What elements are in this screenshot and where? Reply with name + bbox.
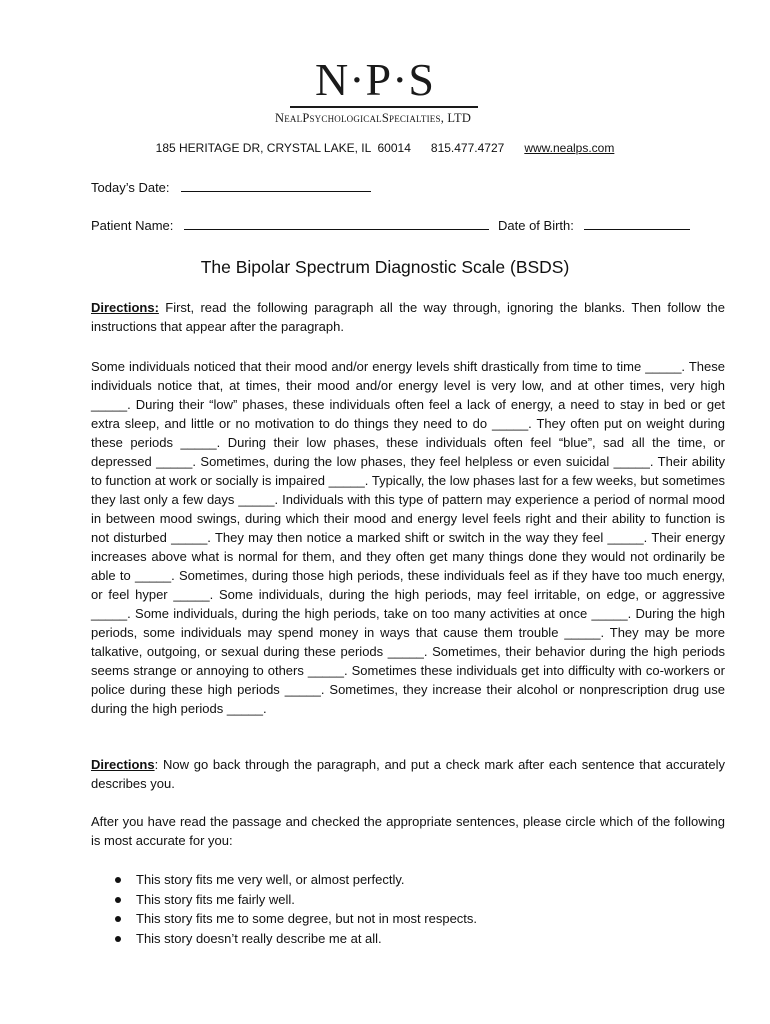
bullet-icon: [115, 936, 121, 942]
page-title: The Bipolar Spectrum Diagnostic Scale (BSDS): [200, 257, 570, 277]
patient-name-row: [91, 216, 489, 233]
option-text: This story fits me very well, or almost perfectly.: [136, 872, 405, 887]
date-of-birth-row: [498, 216, 690, 233]
street-address: 185 HERITAGE DR, CRYSTAL LAKE, IL 60014: [155, 141, 411, 155]
phone-number: 815.477.4727: [430, 141, 505, 155]
website-link[interactable]: www.nealps.com: [524, 141, 615, 155]
answer-options: [112, 870, 477, 948]
directions-second: [91, 755, 725, 793]
bullet-icon: [115, 916, 121, 922]
circle-instruction: After you have read the passage and checked the appropriate sentences, please circle which of the following is most accurate for you:: [91, 814, 725, 848]
dob-field[interactable]: [584, 216, 690, 230]
option-item[interactable]: [112, 890, 477, 910]
patient-name-label: Patient Name:: [91, 218, 174, 233]
option-item[interactable]: [112, 929, 477, 949]
option-text: This story doesn’t really describe me at all.: [136, 930, 382, 946]
option-item[interactable]: [112, 909, 477, 929]
directions-text: First, read the following paragraph all the way through, ignoring the blanks. Then follow the instructions that appear after the paragraph.: [91, 300, 725, 334]
option-text: This story fits me to some degree, but not in most respects.: [136, 911, 478, 926]
directions-text: : Now go back through the paragraph, and put a check mark after each sentence that accurately describes you.: [91, 757, 725, 791]
logo-company-name: NealPsychologicalSpecialties, LTD: [275, 111, 472, 125]
bullet-icon: [115, 897, 121, 903]
patient-name-field[interactable]: [184, 216, 489, 230]
bullet-icon: [115, 877, 121, 883]
logo-rule: [290, 106, 478, 108]
option-text: This story fits me fairly well.: [136, 891, 295, 907]
option-item[interactable]: [112, 870, 477, 890]
dob-label: Date of Birth:: [498, 218, 574, 233]
directions-first: [91, 298, 725, 336]
todays-date-label: Today’s Date:: [91, 180, 170, 195]
directions-label: Directions: [91, 757, 155, 772]
contact-line: [0, 141, 770, 155]
logo-mark: N·P·S: [314, 54, 436, 105]
directions-label: Directions:: [91, 300, 159, 315]
passage-paragraph: Some individuals noticed that their mood and/or energy levels shift drastically from time to time _____. These individuals notice that, at times, their mood and/or energy level is very low, and at other times, very high _____. During their “low” phases, these individuals often feel a lack of energy, a need to stay in bed or get extra sleep, and little or no motivation to do things they need to do _____. They often put on weight during these periods _____. During their low phases, these individuals often feel “blue”, sad all the time, or depressed _____. Sometimes, during the low phases, they feel helpless or even suicidal _____. Their ability to function at work or socially is impaired _____. Typically, the low phases last for a few weeks, but sometimes they last only a few days _____. Individuals with this type of pattern may experience a period of normal mood in between mood swings, during which their mood and energy level feels right and their ability to function is not disturbed _____. They may then notice a marked shift or switch in the way they feel _____. Their energy increases above what is normal for them, and they often get many things done they would not ordinarily be able to _____. Sometimes, during those high periods, these individuals feel as if they have too much energy, or feel hyper _____. Some individuals, during the high periods, may feel irritable, on edge, or aggressive _____. Some individuals, during the high periods, take on too many activities at once _____. During the high periods, some individuals may spend money in ways that cause them trouble _____. They may be more talkative, outgoing, or sexual during these periods _____. Sometimes, their behavior during the high periods seems strange or annoying to others _____. Sometimes these individuals get into difficulty with co-workers or police during these high periods _____. Sometimes, they increase their alcohol or nonprescription drug use during the high periods _____.: [91, 359, 725, 716]
todays-date-row: [91, 178, 371, 195]
nps-logo: [275, 56, 500, 132]
todays-date-field[interactable]: [181, 178, 371, 192]
